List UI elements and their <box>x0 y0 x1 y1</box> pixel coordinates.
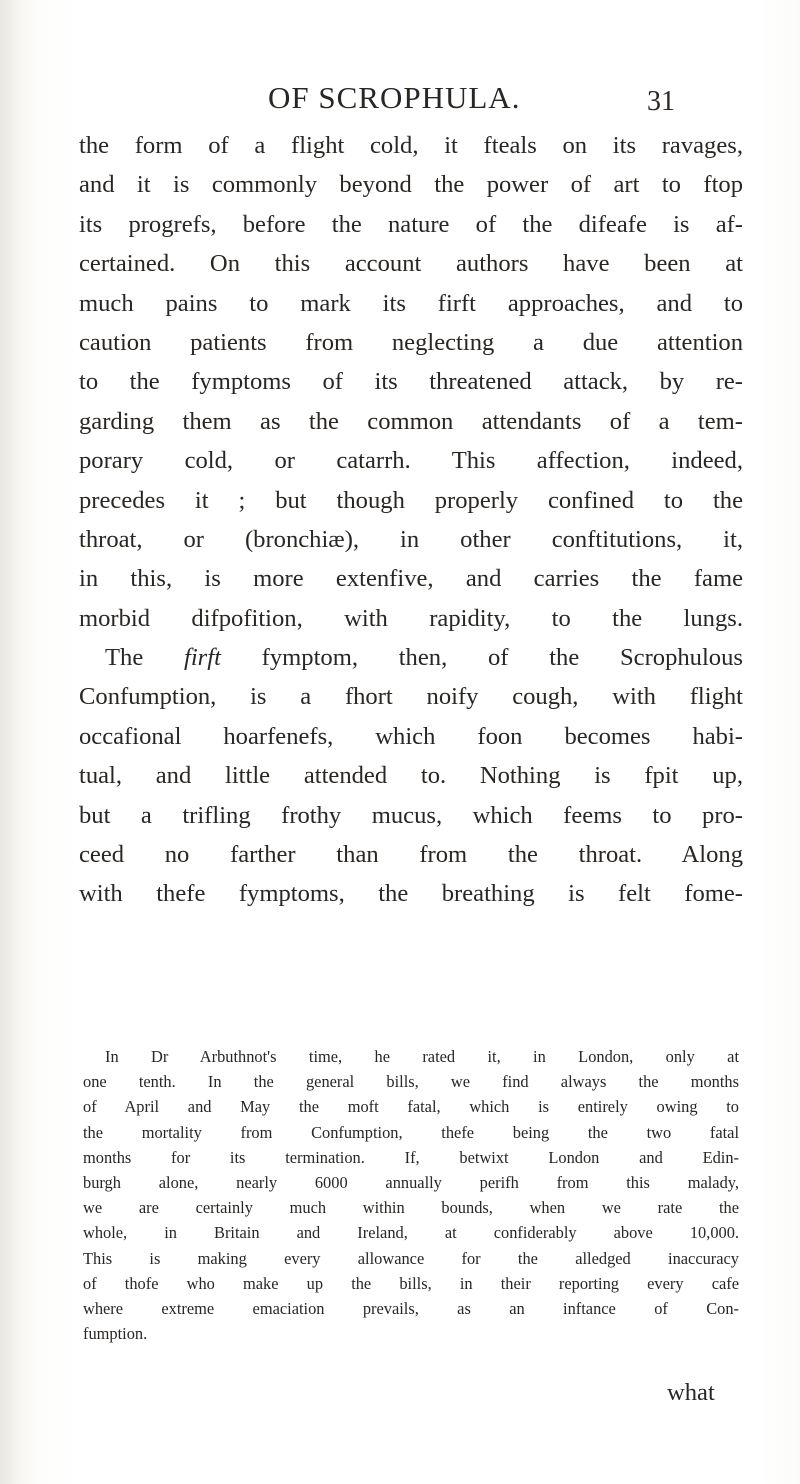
text-line: and it is commonly beyond the power of art to ftop <box>79 171 743 199</box>
text-fragment: fymptom, then, of the Scrophulous <box>261 644 743 672</box>
text-line-paragraph-start <box>79 638 743 677</box>
text-line: but a trifling frothy mucus, which feems to pro- <box>79 801 743 829</box>
running-head: OF SCROPHULA. <box>268 80 521 115</box>
text-line: garding them as the common attendants of a tem- <box>79 407 743 435</box>
text-line: caution patients from neglecting a due attention <box>79 328 743 356</box>
text-line: precedes it ; but though properly confined to the <box>79 486 743 514</box>
text-line: certained. On this account authors have been at <box>79 250 743 278</box>
page-number: 31 <box>647 86 675 117</box>
footnote-line: This is making every allowance for the alledged inaccuracy <box>83 1248 739 1268</box>
footnote-line: the mortality from Confumption, thefe being the two fatal <box>83 1122 739 1142</box>
text-line: its progrefs, before the nature of the difeafe is af- <box>79 210 743 238</box>
footnote-line: we are certainly much within bounds, when we rate the <box>83 1198 739 1218</box>
footnote-line: of April and May the moft fatal, which is entirely owing to <box>83 1097 739 1117</box>
footnote-line: whole, in Britain and Ireland, at confiderably above 10,000. <box>83 1223 739 1243</box>
text-line: with thefe fymptoms, the breathing is felt fome- <box>79 880 743 908</box>
catchword: what <box>667 1379 715 1406</box>
text-line: Confumption, is a fhort noify cough, with flight <box>79 683 743 711</box>
text-line: to the fymptoms of its threatened attack, by re- <box>79 368 743 396</box>
text-line: morbid difpofition, with rapidity, to the lungs. <box>79 604 743 632</box>
text-line: the form of a flight cold, it fteals on its ravages, <box>79 132 743 159</box>
footnote-block <box>83 1044 739 1346</box>
page-header <box>0 78 800 118</box>
footnote-line: of thofe who make up the bills, in their reporting every cafe <box>83 1273 739 1293</box>
italic-word: firft <box>184 644 221 672</box>
text-line: porary cold, or catarrh. This affection, indeed, <box>79 447 743 475</box>
footnote-line: In Dr Arbuthnot's time, he rated it, in London, only at <box>105 1047 739 1066</box>
text-line: occafional hoarfenefs, which foon becomes habi- <box>79 722 743 750</box>
footnote-line: months for its termination. If, betwixt London and Edin- <box>83 1147 739 1167</box>
text-fragment: The <box>105 644 144 672</box>
footnote-line: burgh alone, nearly 6000 annually perifh from this malady, <box>83 1172 739 1192</box>
text-line: much pains to mark its firft approaches, and to <box>79 289 743 317</box>
text-line: tual, and little attended to. Nothing is fpit up, <box>79 762 743 790</box>
footnote-line: one tenth. In the general bills, we find always the months <box>83 1072 739 1092</box>
text-line: in this, is more extenfive, and carries the fame <box>79 565 743 593</box>
footnote-line: where extreme emaciation prevails, as an inftance of Con- <box>83 1298 739 1318</box>
footnote-line: fumption. <box>83 1324 148 1344</box>
text-line: throat, or (bronchiæ), in other conftitutions, it, <box>79 525 743 553</box>
main-text-block <box>79 126 743 914</box>
text-line: ceed no farther than from the throat. Along <box>79 841 743 869</box>
